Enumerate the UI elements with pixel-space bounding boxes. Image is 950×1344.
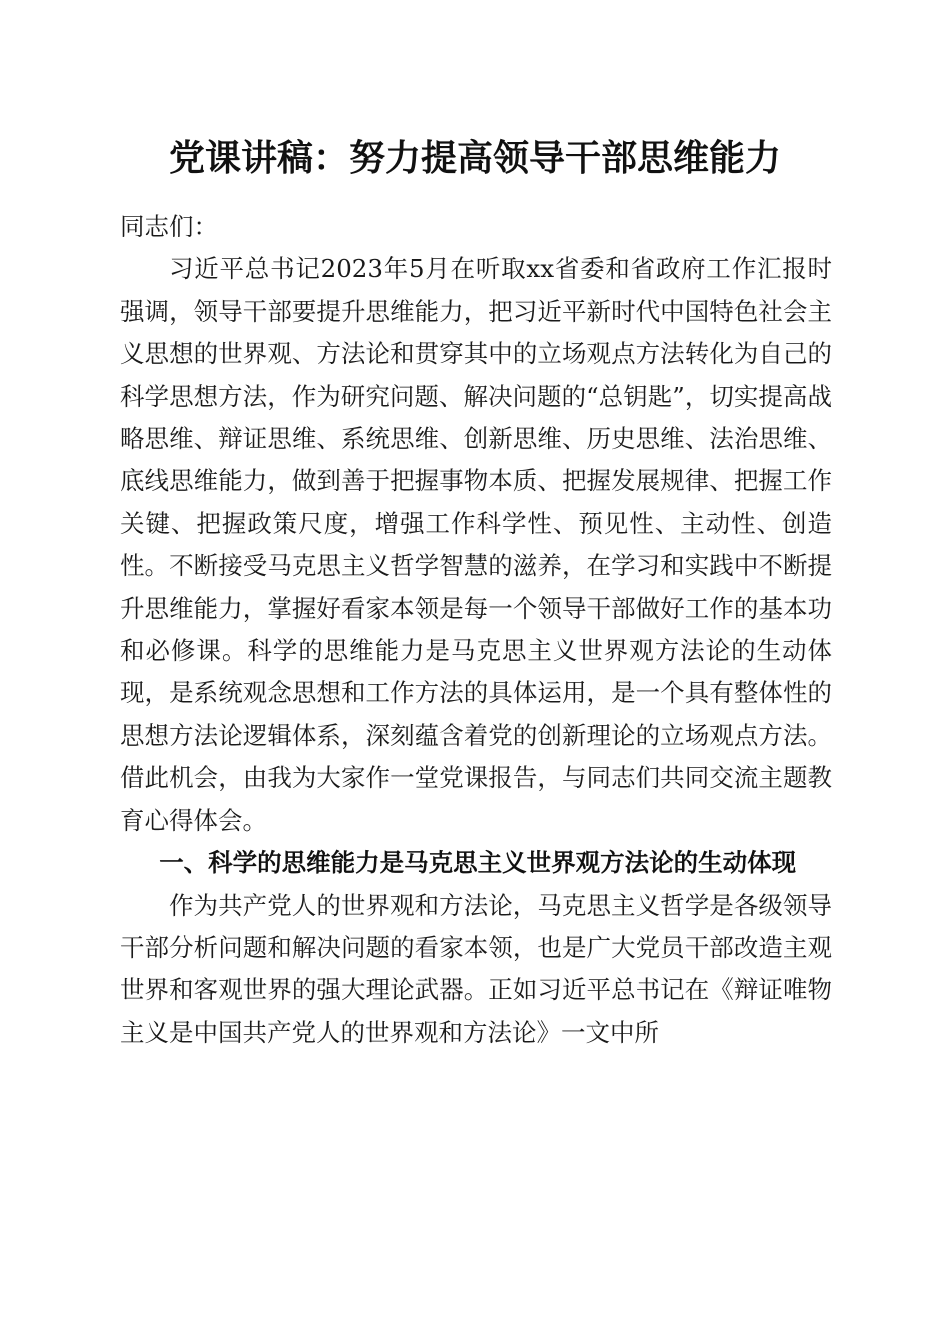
salutation: 同志们： [120, 212, 218, 241]
section-1-paragraph: 作为共产党人的世界观和方法论，马克思主义哲学是各级领导干部分析问题和解决问题的看家本领，也是广大党员干部改造主观世界和客观世界的强大理论武器。正如习近平总书记在《辩证唯物主义是中国共产党人的世界观和方法论》一文中所 [120, 890, 832, 1047]
document-title: 党课讲稿：努力提高领导干部思维能力 [168, 137, 781, 179]
section-heading-1: 一、科学的思维能力是马克思主义世界观方法论的生动体现 [159, 848, 797, 878]
intro-paragraph: 习近平总书记2023年5月在听取xx省委和省政府工作汇报时强调，领导干部要提升思维能力，把习近平新时代中国特色社会主义思想的世界观、方法论和贯穿其中的立场观点方法转化为自己的科学思想方法，作为研究问题、解决问题的“总钥匙”，切实提高战略思维、辩证思维、系统思维、创新思维、历史思维、法治思维、底线思维能力，做到善于把握事物本质、把握发展规律、把握工作关键、把握政策尺度，增强工作科学性、预见性、主动性、创造性。不断接受马克思主义哲学智慧的滋养，在学习和实践中不断提升思维能力，掌握好看家本领是每一个领导干部做好工作的基本功和必修课。科学的思维能力是马克思主义世界观方法论的生动体现，是系统观念思想和工作方法的具体运用，是一个具有整体性的思想方法论逻辑体系，深刻蕴含着党的创新理论的立场观点方法。借此机会，由我为大家作一堂党课报告，与同志们共同交流主题教育心得体会。 [120, 254, 832, 835]
document-body [120, 206, 832, 1054]
